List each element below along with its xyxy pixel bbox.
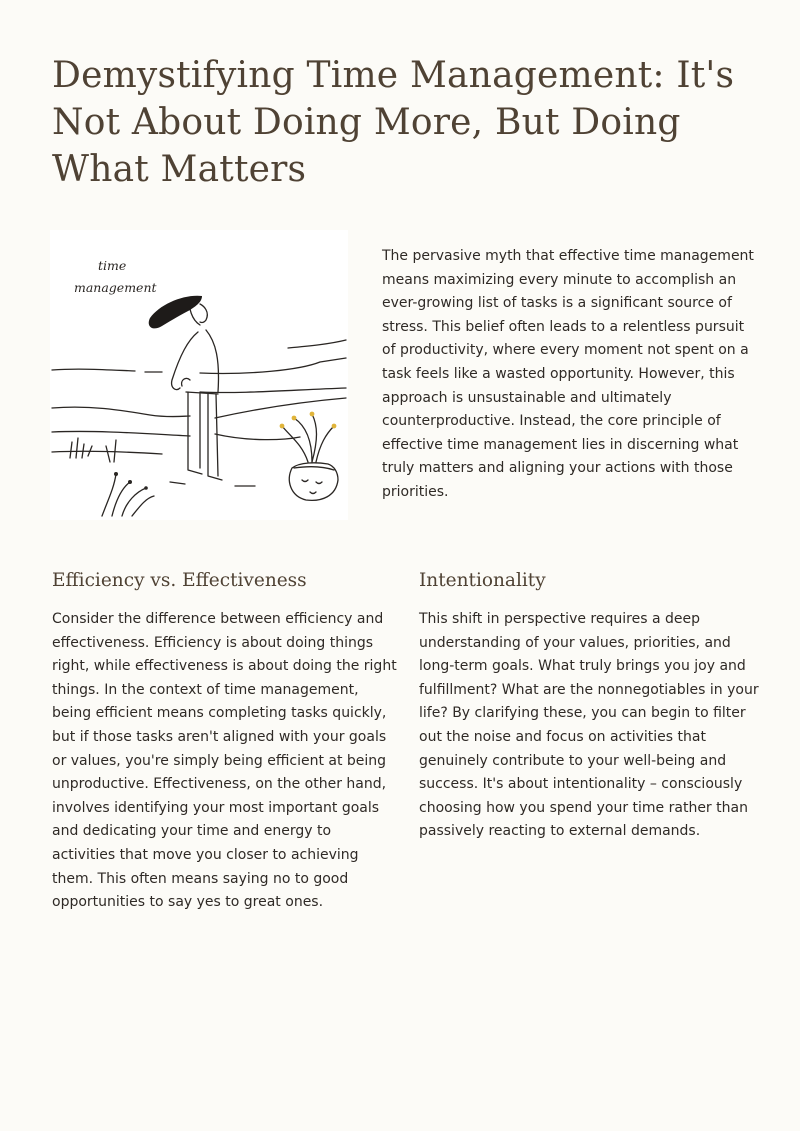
section-heading: Intentionality (419, 570, 546, 591)
page-title: Demystifying Time Management: It's Not About Doing More, But Doing What Matters (52, 55, 735, 190)
intro-paragraph: The pervasive myth that effective time management means maximizing every minute to accomplish an ever-growing list of tasks is a significant source of stress. This belief often leads to a relentless pursuit of productivity, where every moment not spent on a task feels like a wasted opportunity. However, this approach is unsustainable and ultimately counterproductive. Instead, the core principle of effective time management lies in discerning what truly matters and aligning your actions with those priorities. (382, 248, 754, 500)
illustration-caption-time: time (98, 258, 127, 273)
section-body: This shift in perspective requires a deep understanding of your values, priorities, and long-term goals. What truly brings you joy and fulfillment? What are the nonnegotiables in your life? By clarifying these, you can begin to filter out the noise and focus on activities that genuinely contribute to your well-being and success. It's about intentionality – consciously choosing how you spend your time rather than passively reacting to external demands. (419, 611, 759, 840)
time-management-illustration (50, 230, 348, 520)
section-intentionality (419, 568, 759, 844)
illustration-caption-management: management (74, 280, 157, 295)
person-landscape-sketch (50, 230, 348, 520)
section-efficiency (52, 568, 397, 915)
section-body: Consider the difference between efficiency and effectiveness. Efficiency is about doing things right, while effectiveness is about doing the right things. In the context of time management, being efficient means completing tasks quickly, but if those tasks aren't aligned with your goals or values, you're simply being efficient at being unproductive. Effectiveness, on the other hand, involves identifying your most important goals and dedicating your time and energy to activities that move you closer to achieving them. This often means saying no to good opportunities to say yes to great ones. (52, 611, 397, 911)
section-heading: Efficiency vs. Effectiveness (52, 570, 307, 591)
